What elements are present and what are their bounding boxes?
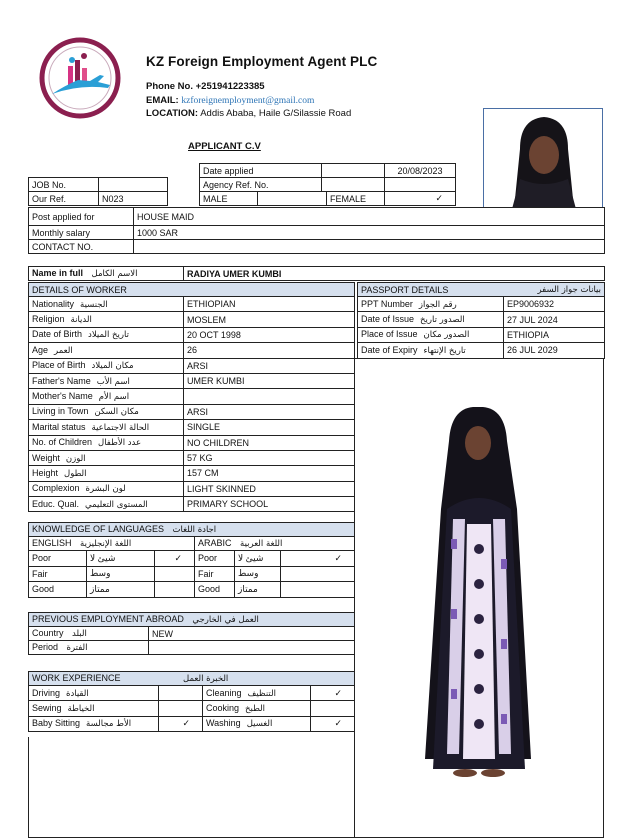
- arabic-level-check: [281, 582, 355, 598]
- english-level-label-ar: شيئ لا: [87, 551, 155, 567]
- passport-label-en: Place of Issue: [361, 329, 418, 340]
- work-experience-row: [29, 686, 355, 701]
- country-label-ar: البلد: [72, 629, 87, 639]
- passport-row: [358, 327, 605, 342]
- worker-detail-label-ar: مكان الميلاد: [91, 361, 134, 372]
- worker-detail-label-ar: الجنسية: [80, 299, 108, 310]
- language-level-row: [29, 551, 355, 567]
- phone-label: Phone No.: [146, 81, 193, 92]
- work-skill-right-check: [311, 701, 355, 716]
- post-table: [28, 207, 605, 254]
- worker-detail-label-en: Place of Birth: [32, 360, 86, 371]
- applicant-full-photo-image: [355, 359, 603, 837]
- date-applied-value: 20/08/2023: [385, 164, 456, 178]
- worker-detail-label-en: Nationality: [32, 298, 75, 309]
- worker-detail-label-ar: تاريخ الميلاد: [88, 330, 129, 341]
- agency-ref-label: Agency Ref. No.: [200, 178, 322, 192]
- worker-detail-row: [29, 466, 355, 481]
- gender-table: [199, 191, 456, 206]
- worker-detail-label-ar: الوزن: [65, 453, 86, 464]
- worker-detail-label: [29, 435, 184, 450]
- arabic-level-label: Poor: [195, 551, 235, 567]
- work-heading-ar: الخبرة العمل: [183, 674, 229, 684]
- salary-label: Monthly salary: [29, 226, 134, 240]
- passport-table: [357, 282, 605, 359]
- company-logo: [38, 36, 122, 120]
- work-experience-row: [29, 716, 355, 731]
- worker-detail-label-ar: عدد الأطفال: [98, 438, 142, 449]
- post-value: HOUSE MAID: [134, 208, 605, 226]
- languages-heading-ar: اجادة اللغات: [172, 525, 217, 535]
- email-value[interactable]: kzforeignemployment@gmail.com: [181, 96, 315, 106]
- work-skill-left: [29, 686, 159, 701]
- passport-heading: [358, 283, 605, 297]
- previous-heading-en: PREVIOUS EMPLOYMENT ABROAD: [32, 614, 184, 624]
- worker-detail-label-ar: اسم الأب: [96, 376, 130, 387]
- name-value: RADIYA UMER KUMBI: [184, 267, 605, 281]
- english-level-check: [155, 582, 195, 598]
- work-skill-left-ar: القيادة: [66, 688, 89, 699]
- work-skill-left: [29, 716, 159, 731]
- country-label-cell: [29, 627, 149, 641]
- english-level-check: [155, 566, 195, 582]
- worker-detail-label-en: Religion: [32, 314, 65, 325]
- passport-label-en: Date of Issue: [361, 314, 415, 325]
- worker-detail-label-ar: الديانة: [70, 315, 92, 326]
- passport-label: [358, 343, 504, 358]
- worker-detail-value: 20 OCT 1998: [184, 327, 355, 342]
- worker-detail-value: UMER KUMBI: [184, 373, 355, 388]
- contact-value: [134, 240, 605, 254]
- job-no-label: JOB No.: [29, 178, 99, 192]
- work-skill-right-ar: الطبخ: [245, 704, 266, 715]
- worker-detail-label: [29, 389, 184, 404]
- work-skill-left: [29, 701, 159, 716]
- worker-detail-label-en: No. of Children: [32, 437, 93, 448]
- worker-detail-value: PRIMARY SCHOOL: [184, 497, 355, 512]
- date-applied-spacer: [322, 164, 385, 178]
- worker-detail-label: [29, 420, 184, 435]
- worker-detail-value: 157 CM: [184, 466, 355, 481]
- passport-value: EP9006932: [504, 297, 605, 312]
- applicant-full-photo: [354, 358, 604, 838]
- arabic-level-check: [281, 566, 355, 582]
- passport-row: [358, 297, 605, 312]
- previous-employment-table: [28, 612, 355, 655]
- arabic-level-label: Fair: [195, 566, 235, 582]
- passport-heading-en: PASSPORT DETAILS: [361, 284, 449, 295]
- worker-detail-label: [29, 497, 184, 512]
- period-label-ar: الفترة: [66, 643, 88, 653]
- work-skill-left-en: Driving: [32, 687, 61, 698]
- worker-detail-value: ARSI: [184, 358, 355, 373]
- worker-detail-label-en: Weight: [32, 452, 60, 463]
- worker-details-heading: DETAILS OF WORKER: [29, 283, 355, 297]
- worker-detail-row: [29, 420, 355, 435]
- worker-detail-row: [29, 312, 355, 327]
- worker-detail-label: [29, 358, 184, 373]
- passport-label: [358, 327, 504, 342]
- language-level-row: [29, 582, 355, 598]
- post-label: Post applied for: [29, 208, 134, 226]
- worker-detail-value: 26: [184, 343, 355, 358]
- worker-detail-label-en: Mother's Name: [32, 391, 93, 402]
- worker-detail-label-ar: الحالة الاجتماعية: [91, 422, 150, 433]
- company-name: KZ Foreign Employment Agent PLC: [146, 54, 378, 69]
- worker-detail-label: [29, 312, 184, 327]
- our-ref-label: Our Ref.: [29, 192, 99, 206]
- worker-detail-row: [29, 389, 355, 404]
- worker-detail-label-en: Height: [32, 467, 59, 478]
- worker-detail-value: 57 KG: [184, 450, 355, 465]
- period-label-cell: [29, 641, 149, 655]
- english-level-label-ar: ممتاز: [87, 582, 155, 598]
- worker-detail-label-en: Educ. Qual.: [32, 498, 80, 509]
- work-experience-body: [29, 686, 355, 732]
- worker-detail-value: [184, 389, 355, 404]
- male-label: MALE: [200, 192, 258, 206]
- female-check: ✓: [385, 192, 456, 206]
- worker-detail-row: [29, 343, 355, 358]
- applicant-headshot: [483, 108, 603, 208]
- name-label-cell: [29, 267, 184, 281]
- passport-heading-ar: بيانات جواز السفر: [537, 284, 601, 295]
- passport-row: [358, 312, 605, 327]
- english-level-label: Fair: [29, 566, 87, 582]
- work-skill-right-ar: التنظيف: [247, 688, 276, 699]
- languages-heading-en: KNOWLEDGE OF LANGUAGES: [32, 524, 165, 534]
- application-meta-table: [199, 163, 456, 192]
- name-label-ar: الاسم الكامل: [91, 269, 138, 279]
- worker-detail-label-ar: اسم الأم: [98, 392, 130, 403]
- worker-detail-label: [29, 404, 184, 419]
- passport-value: 27 JUL 2024: [504, 312, 605, 327]
- passport-value: ETHIOPIA: [504, 327, 605, 342]
- worker-details-body: [29, 297, 355, 512]
- worker-detail-label: [29, 373, 184, 388]
- our-ref-value: N023: [99, 192, 168, 206]
- worker-detail-row: [29, 481, 355, 496]
- work-skill-right-en: Washing: [206, 718, 241, 729]
- worker-detail-value: NO CHILDREN: [184, 435, 355, 450]
- period-label: Period: [32, 642, 59, 652]
- salary-value: 1000 SAR: [134, 226, 605, 240]
- work-experience-row: [29, 701, 355, 716]
- worker-detail-row: [29, 327, 355, 342]
- languages-body: [29, 551, 355, 598]
- work-skill-right: [203, 716, 311, 731]
- page-title: APPLICANT C.V: [188, 141, 261, 152]
- work-skill-left-check: [159, 701, 203, 716]
- worker-detail-label: [29, 481, 184, 496]
- female-label: FEMALE: [327, 192, 385, 206]
- arabic-level-label-ar: شيئ لا: [235, 551, 281, 567]
- passport-label: [358, 297, 504, 312]
- contact-label: CONTACT NO.: [29, 240, 134, 254]
- worker-detail-label: [29, 343, 184, 358]
- email-label: EMAIL:: [146, 95, 179, 106]
- phone-value: +251941223385: [195, 81, 265, 92]
- work-skill-right: [203, 686, 311, 701]
- work-skill-left-en: Sewing: [32, 703, 62, 714]
- english-label: ENGLISH: [32, 538, 72, 548]
- worker-detail-label-en: Marital status: [32, 421, 86, 432]
- worker-detail-label-ar: مكان السكن: [94, 407, 139, 418]
- arabic-level-label: Good: [195, 582, 235, 598]
- worker-detail-label-en: Living in Town: [32, 406, 89, 417]
- work-skill-right-check: ✓: [311, 716, 355, 731]
- work-skill-right-check: ✓: [311, 686, 355, 701]
- applicant-headshot-image: [484, 109, 603, 208]
- passport-label-en: Date of Expiry: [361, 344, 418, 355]
- worker-detail-row: [29, 373, 355, 388]
- country-label: Country: [32, 628, 64, 638]
- worker-detail-row: [29, 450, 355, 465]
- passport-label-ar: الصدور مكان: [423, 330, 470, 341]
- worker-detail-value: ARSI: [184, 404, 355, 419]
- english-level-label: Good: [29, 582, 87, 598]
- worker-detail-label: [29, 450, 184, 465]
- work-skill-left-check: ✓: [159, 716, 203, 731]
- worker-detail-row: [29, 358, 355, 373]
- arabic-label: ARABIC: [198, 538, 232, 548]
- male-check: [258, 192, 327, 206]
- period-value: [149, 641, 355, 655]
- worker-detail-row: [29, 404, 355, 419]
- worker-detail-row: [29, 297, 355, 312]
- language-level-row: [29, 566, 355, 582]
- worker-detail-label-en: Complexion: [32, 483, 80, 494]
- work-heading: [29, 672, 355, 686]
- work-experience-table: [28, 671, 355, 732]
- work-skill-left-ar: الأط مجالسة: [86, 719, 132, 730]
- work-skill-right-ar: الغسيل: [246, 719, 273, 730]
- work-skill-left-ar: الخياطة: [67, 704, 95, 715]
- arabic-level-label-ar: ممتاز: [235, 582, 281, 598]
- work-skill-left-check: [159, 686, 203, 701]
- worker-detail-label-ar: لون البشرة: [85, 484, 126, 495]
- agency-ref-value: [322, 178, 385, 192]
- english-label-ar: اللغة الإنجليزية: [80, 539, 132, 549]
- languages-table: [28, 522, 355, 598]
- worker-detail-label-en: Age: [32, 344, 49, 355]
- passport-body: [358, 297, 605, 359]
- english-level-check: ✓: [155, 551, 195, 567]
- worker-detail-label-ar: العمر: [54, 345, 73, 356]
- worker-detail-value: MOSLEM: [184, 312, 355, 327]
- date-applied-label: Date applied: [200, 164, 322, 178]
- english-level-label-ar: وسط: [87, 566, 155, 582]
- country-value: NEW: [149, 627, 355, 641]
- passport-label-ar: رقم الجواز: [418, 299, 457, 310]
- passport-label-ar: تاريخ الإنتهاء: [423, 345, 466, 356]
- work-skill-left-en: Baby Sitting: [32, 718, 81, 729]
- worker-details-table: [28, 282, 355, 512]
- worker-detail-label-en: Date of Birth: [32, 329, 83, 340]
- worker-detail-row: [29, 497, 355, 512]
- passport-row: [358, 343, 605, 358]
- job-no-value: [99, 178, 168, 192]
- passport-label-ar: الصدور تاريخ: [420, 315, 465, 326]
- worker-detail-label: [29, 297, 184, 312]
- passport-label-en: PPT Number: [361, 298, 413, 309]
- arabic-label-ar: اللغة العربية: [240, 539, 283, 549]
- company-location-line: [146, 108, 351, 119]
- work-heading-en: WORK EXPERIENCE: [32, 673, 121, 683]
- worker-detail-value: ETHIOPIAN: [184, 297, 355, 312]
- passport-label: [358, 312, 504, 327]
- worker-detail-label-ar: الطول: [64, 468, 87, 479]
- job-ref-table: [28, 177, 168, 206]
- previous-heading-ar: العمل في الخارجي: [192, 615, 259, 625]
- work-skill-right-en: Cleaning: [206, 687, 242, 698]
- agency-ref-extra: [385, 178, 456, 192]
- worker-detail-value: LIGHT SKINNED: [184, 481, 355, 496]
- work-skill-right: [203, 701, 311, 716]
- location-label: LOCATION:: [146, 108, 199, 119]
- arabic-level-label-ar: وسط: [235, 566, 281, 582]
- languages-heading: [29, 523, 355, 537]
- worker-detail-label: [29, 466, 184, 481]
- arabic-level-check: ✓: [281, 551, 355, 567]
- english-heading: [29, 537, 195, 551]
- english-level-label: Poor: [29, 551, 87, 567]
- company-phone-line: [146, 81, 265, 92]
- work-skill-right-en: Cooking: [206, 703, 240, 714]
- worker-detail-label-en: Father's Name: [32, 375, 91, 386]
- location-value: Addis Ababa, Haile G/Silassie Road: [200, 108, 352, 119]
- worker-detail-label-ar: المستوى التعليمي: [85, 499, 148, 510]
- passport-value: 26 JUL 2029: [504, 343, 605, 358]
- worker-detail-row: [29, 435, 355, 450]
- worker-detail-value: SINGLE: [184, 420, 355, 435]
- arabic-heading: [195, 537, 355, 551]
- name-table: [28, 266, 605, 281]
- company-email-line: [146, 95, 314, 106]
- previous-heading: [29, 613, 355, 627]
- name-label: Name in full: [32, 268, 84, 278]
- worker-detail-label: [29, 327, 184, 342]
- work-experience-blank-area: [28, 737, 355, 838]
